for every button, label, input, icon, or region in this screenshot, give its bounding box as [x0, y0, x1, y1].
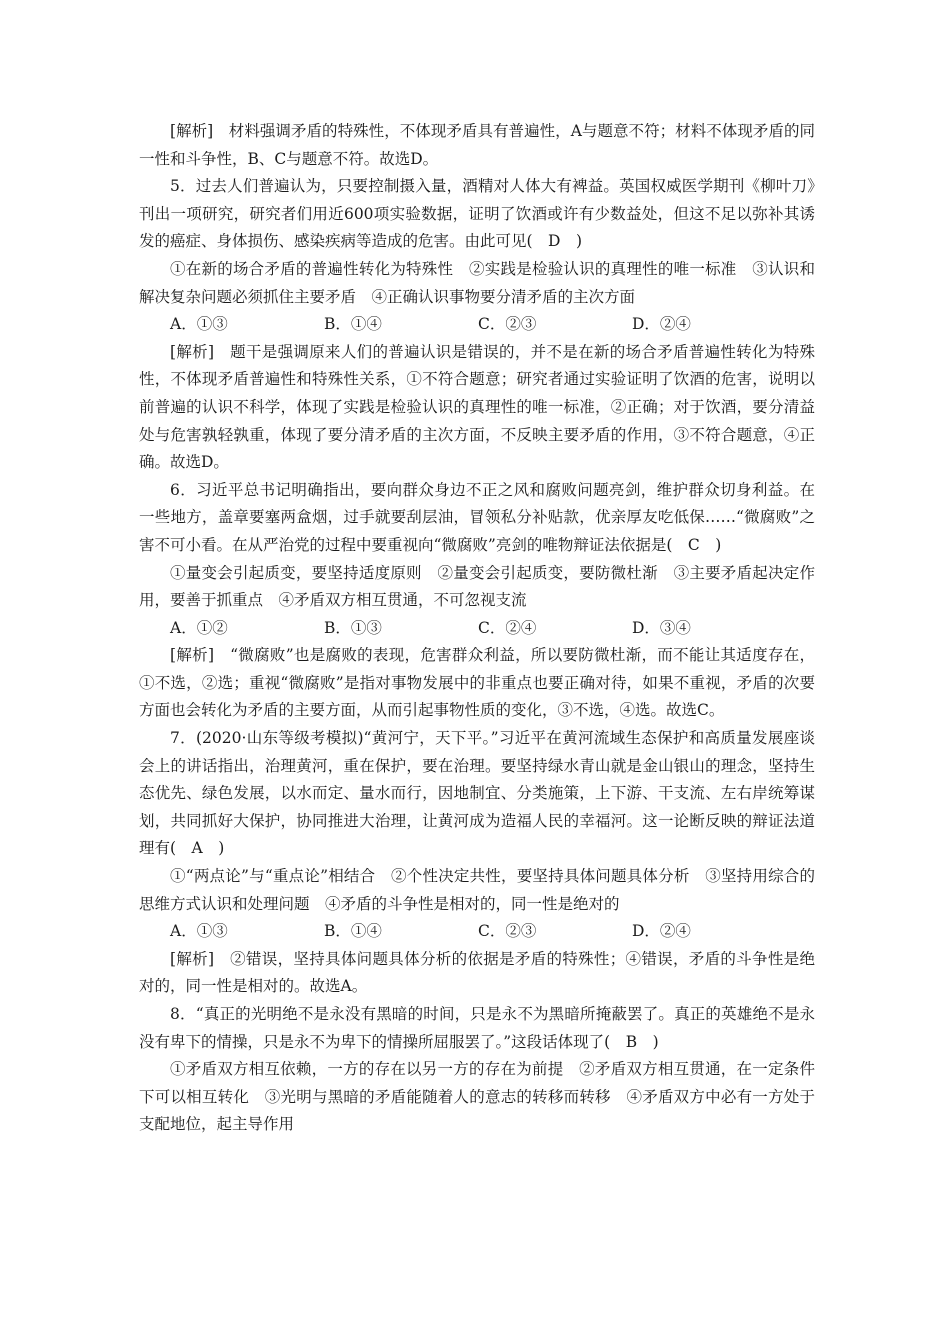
- option-a: A．①③: [170, 315, 228, 334]
- question-7-options: [139, 918, 815, 946]
- analysis-q5: [解析] 题干是强调原来人们的普遍认识是错误的，并不是在新的场合矛盾普遍性转化为特殊性，不体现矛盾普遍性和特殊性关系，①不符合题意；研究者通过实验证明了饮酒的危害，说明以前普遍的认识不科学，体现了实践是检验认识的真理性的唯一标准，②正确；对于饮酒，要分清益处与危害孰轻孰重，体现了要分清矛盾的主次方面，不反映主要矛盾的作用，③不符合题意，④正确。故选D。: [139, 342, 815, 472]
- analysis-q4: [解析] 材料强调矛盾的特殊性，不体现矛盾具有普遍性，A与题意不符；材料不体现矛盾的同一性和斗争性，B、C与题意不符。故选D。: [139, 122, 815, 168]
- question-8-statements: ①矛盾双方相互依赖，一方的存在以另一方的存在为前提 ②矛盾双方相互贯通，在一定条件下可以相互转化 ③光明与黑暗的矛盾能随着人的意志的转移而转移 ④矛盾双方中必有一方处于支配地位，起主导作用: [139, 1060, 815, 1134]
- question-6-options: [139, 615, 815, 643]
- option-b: B．①④: [324, 922, 382, 941]
- analysis-q7: [解析] ②错误，坚持具体问题具体分析的依据是矛盾的特殊性；④错误，矛盾的斗争性是绝对的，同一性是相对的。故选A。: [139, 949, 815, 996]
- document-page: [139, 118, 815, 1139]
- option-a: A．①②: [170, 618, 228, 637]
- question-7-statements: ①“两点论”与“重点论”相结合 ②个性决定共性，要坚持具体问题具体分析 ③坚持用综合的思维方式认识和处理问题 ④矛盾的斗争性是相对的，同一性是绝对的: [139, 867, 815, 913]
- option-d: D．③④: [632, 618, 691, 637]
- option-a: A．①③: [170, 922, 228, 941]
- option-c: C．②③: [478, 315, 537, 334]
- analysis-q6: [解析] “微腐败”也是腐败的表现，危害群众利益，所以要防微杜渐，而不能让其适度存在，①不选，②选；重视“微腐败”是指对事物发展中的非重点也要正确对待，如果不重视，矛盾的次要方面也会转化为矛盾的主要方面，从而引起事物性质的变化，③不选，④选。故选C。: [139, 646, 815, 720]
- question-6-statements: ①量变会引起质变，要坚持适度原则 ②量变会引起质变，要防微杜渐 ③主要矛盾起决定作用，要善于抓重点 ④矛盾双方相互贯通，不可忽视支流: [139, 563, 815, 610]
- question-5-statements: ①在新的场合矛盾的普遍性转化为特殊性 ②实践是检验认识的真理性的唯一标准 ③认识和解决复杂问题必须抓住主要矛盾 ④正确认识事物要分清矛盾的主次方面: [139, 259, 815, 306]
- question-5-stem: 5．过去人们普遍认为，只要控制摄入量，酒精对人体大有裨益。英国权威医学期刊《柳叶刀》刊出一项研究，研究者们用近600项实验数据，证明了饮酒或许有少数益处，但这不足以弥补其诱发的癌症、身体损伤、感染疾病等造成的危害。由此可见( D ): [139, 177, 815, 251]
- option-d: D．②④: [632, 315, 691, 334]
- option-c: C．②④: [478, 618, 537, 637]
- option-b: B．①③: [324, 618, 382, 637]
- option-d: D．②④: [632, 922, 691, 941]
- question-8-stem: 8．“真正的光明绝不是永没有黑暗的时间，只是永不为黑暗所掩蔽罢了。真正的英雄绝不是永没有卑下的情操，只是永不为卑下的情操所屈服罢了。”这段话体现了( B ): [139, 1005, 815, 1051]
- option-b: B．①④: [324, 315, 382, 334]
- question-7-stem: 7．(2020·山东等级考模拟)“黄河宁，天下平。”习近平在黄河流域生态保护和高质量发展座谈会上的讲话指出，治理黄河，重在保护，要在治理。要坚持绿水青山就是金山银山的理念，坚持生态优先、绿色发展，以水而定、量水而行，因地制宜、分类施策，上下游、干支流、左右岸统筹谋划，共同抓好大保护，协同推进大治理，让黄河成为造福人民的幸福河。这一论断反映的辩证法道理有( A ): [139, 729, 815, 858]
- question-6-stem: 6．习近平总书记明确指出，要向群众身边不正之风和腐败问题亮剑，维护群众切身利益。在一些地方，盖章要塞两盒烟，过手就要刮层油，冒领私分补贴款，优亲厚友吃低保……“微腐败”之害不可小看。在从严治党的过程中要重视向“微腐败”亮剑的唯物辩证法依据是( C ): [139, 480, 815, 554]
- option-c: C．②③: [478, 922, 537, 941]
- question-5-options: [139, 311, 815, 339]
